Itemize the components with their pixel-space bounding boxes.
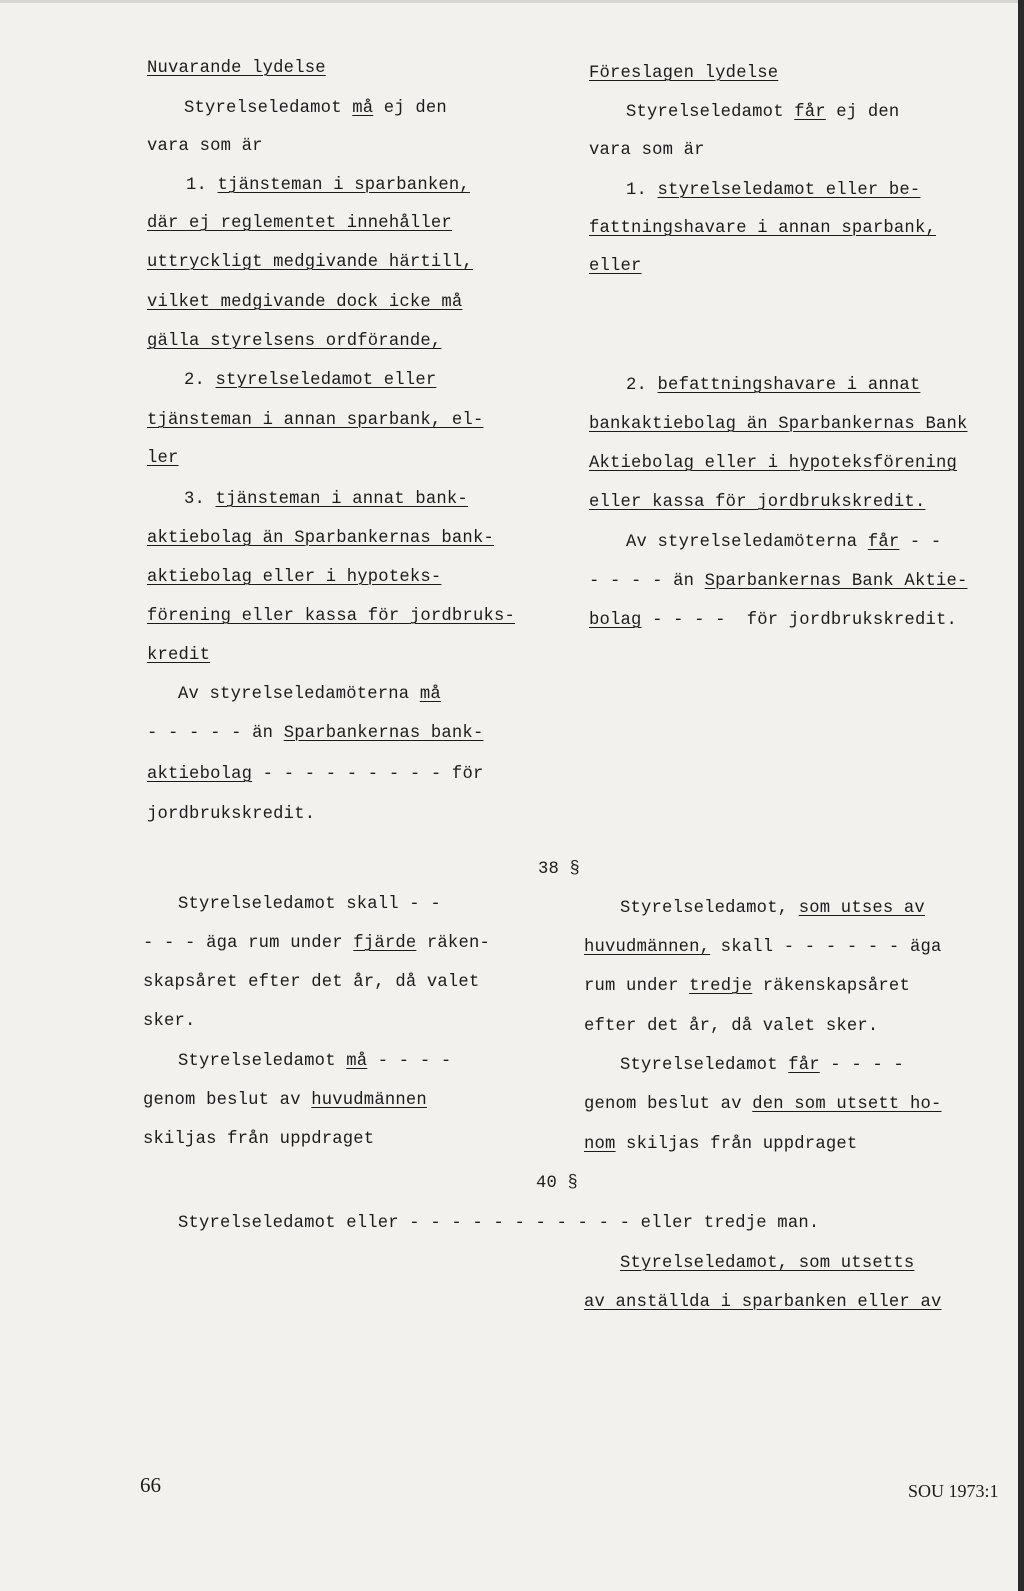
page-right-edge: [1018, 0, 1024, 1591]
s38-left-line-3: skapsåret efter det år, då valet: [143, 973, 480, 992]
left-line-2: vara som är: [147, 137, 263, 156]
s40-full-line: Styrelseledamot eller - - - - - - - - - - - eller tredje man.: [178, 1214, 820, 1233]
page-top-edge: [0, 0, 1024, 3]
right-line-6: 2. befattningshavare i annat: [626, 376, 921, 395]
left-line-15: kredit: [147, 646, 211, 665]
right-line-2: vara som är: [589, 141, 705, 160]
s38-left-line-2: - - - äga rum under fjärde räken-: [143, 934, 490, 953]
section-38-marker: 38 §: [538, 860, 581, 879]
s38-left-line-6: genom beslut av huvudmännen: [143, 1091, 427, 1110]
left-line-1: Styrelseledamot må ej den: [184, 99, 447, 118]
left-line-11: 3. tjänsteman i annat bank-: [184, 490, 468, 509]
left-line-14: förening eller kassa för jordbruks-: [147, 607, 515, 626]
left-line-7: gälla styrelsens ordförande,: [147, 332, 442, 351]
s38-left-line-4: sker.: [143, 1012, 196, 1031]
right-line-10: Av styrelseledamöterna får - -: [626, 533, 942, 552]
page-number: 66: [140, 1473, 161, 1497]
header-proposed-wording: Föreslagen lydelse: [589, 64, 779, 83]
left-line-5: uttryckligt medgivande härtill,: [147, 253, 473, 272]
left-line-17: - - - - - än Sparbankernas bank-: [147, 724, 484, 743]
header-current-wording: Nuvarande lydelse: [147, 59, 326, 78]
s38-left-line-1: Styrelseledamot skall - -: [178, 895, 441, 914]
left-line-6: vilket medgivande dock icke må: [147, 293, 463, 312]
right-line-8: Aktiebolag eller i hypoteksförening: [589, 454, 957, 473]
s38-left-line-7: skiljas från uppdraget: [143, 1130, 375, 1149]
section-40-marker: 40 §: [536, 1174, 579, 1193]
left-line-9: tjänsteman i annan sparbank, el-: [147, 411, 484, 430]
s38-right-line-4: efter det år, då valet sker.: [584, 1017, 879, 1036]
right-line-3: 1. styrelseledamot eller be-: [626, 181, 921, 200]
s38-right-line-2: huvudmännen, skall - - - - - - äga: [584, 938, 942, 957]
s38-right-line-5: Styrelseledamot får - - - -: [620, 1056, 904, 1075]
left-line-8: 2. styrelseledamot eller: [184, 371, 437, 390]
left-line-10: ler: [147, 449, 179, 468]
s38-right-line-7: nom skiljas från uppdraget: [584, 1135, 858, 1154]
s38-right-line-1: Styrelseledamot, som utses av: [620, 899, 925, 918]
right-line-12: bolag - - - - för jordbrukskredit.: [589, 611, 958, 630]
right-line-1: Styrelseledamot får ej den: [626, 103, 900, 122]
left-line-3: 1. tjänsteman i sparbanken,: [186, 176, 470, 195]
right-line-7: bankaktiebolag än Sparbankernas Bank: [589, 415, 968, 434]
right-line-11: - - - - än Sparbankernas Bank Aktie-: [589, 572, 968, 591]
left-line-18: aktiebolag - - - - - - - - - för: [147, 765, 484, 784]
right-line-4: fattningshavare i annan sparbank,: [589, 219, 936, 238]
left-line-19: jordbrukskredit.: [147, 805, 316, 824]
s38-left-line-5: Styrelseledamot må - - - -: [178, 1052, 452, 1071]
s38-right-line-6: genom beslut av den som utsett ho-: [584, 1095, 942, 1114]
right-line-5: eller: [589, 257, 642, 276]
s38-right-line-3: rum under tredje räkenskapsåret: [584, 977, 910, 996]
right-line-9: eller kassa för jordbrukskredit.: [589, 493, 926, 512]
left-line-12: aktiebolag än Sparbankernas bank-: [147, 529, 494, 548]
series-reference: SOU 1973:1: [908, 1481, 999, 1501]
s40-right-line-2: av anställda i sparbanken eller av: [584, 1293, 942, 1312]
left-line-13: aktiebolag eller i hypoteks-: [147, 568, 442, 587]
left-line-16: Av styrelseledamöterna må: [178, 685, 441, 704]
left-line-4: där ej reglementet innehåller: [147, 214, 452, 233]
s40-right-line-1: Styrelseledamot, som utsetts: [620, 1254, 915, 1273]
